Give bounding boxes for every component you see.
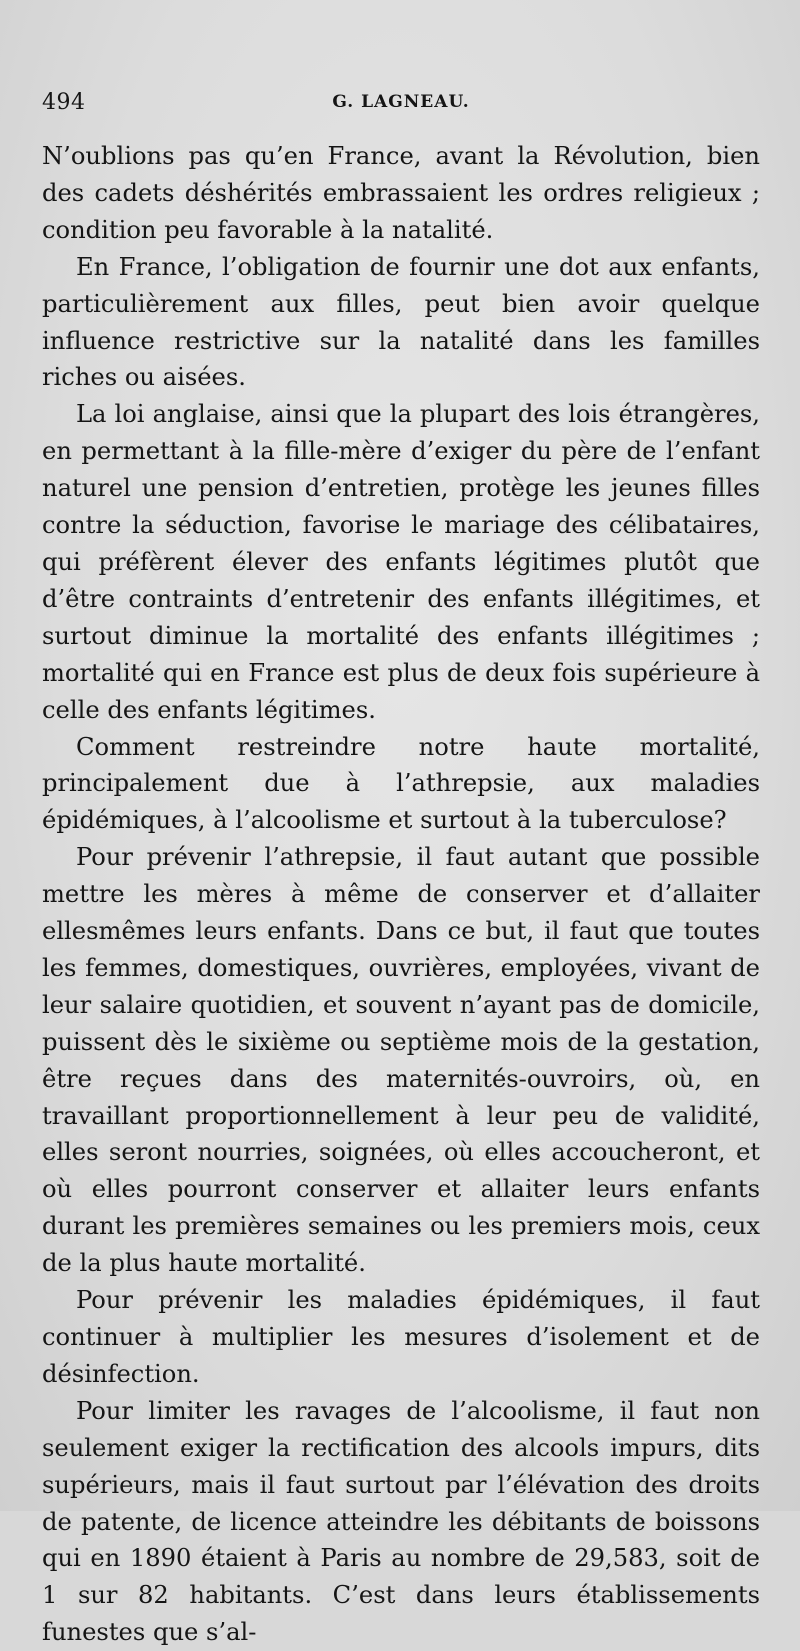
paragraph: Pour prévenir les maladies épidémiques, il faut continuer à multiplier les mesures d’isolement et de désinfection. xyxy=(42,1286,760,1388)
page-header xyxy=(42,90,760,130)
paragraph: Comment restreindre notre haute mortalité, principalement due à l’athrepsie, aux maladies épidémiques, à l’alcoolisme et surtout à la tuberculose? xyxy=(42,732,760,835)
paragraph: Pour limiter les ravages de l’alcoolisme, il faut non seulement exiger la rectification des alcools impurs, dits supérieurs, mais il faut surtout par l’élévation des droits de patente, de licence atteindre les débitants de boissons qui en 1890 étaient à Paris au nombre de 29,583, soit de 1 sur 82 habitants. C’est dans leurs établissements funestes que s’al- xyxy=(42,1396,760,1647)
paragraph: La loi anglaise, ainsi que la plupart des lois étrangères, en permettant à la fille-mère d’exiger du père de l’enfant naturel une pension d’entretien, protège les jeunes filles contre la séduction, favorise le mariage des célibataires, qui préfèrent élever des enfants légitimes plutôt que d’être contraints d’entretenir des enfants illégitimes, et surtout diminue la mortalité des enfants illégitimes ; mortalité qui en France est plus de deux fois supérieure à celle des enfants légitimes. xyxy=(42,400,760,724)
paragraph-continued: N’oublions pas qu’en France, avant la Révolution, bien des cadets déshérités embrassaient les ordres religieux ; condition peu favorable à la natalité. xyxy=(42,142,760,244)
running-head: G. LAGNEAU. xyxy=(332,92,470,112)
body-text xyxy=(42,138,760,1651)
paragraph: En France, l’obligation de fournir une dot aux enfants, particulièrement aux filles, peut bien avoir quelque influence restrictive sur la natalité dans les familles riches ou aisées. xyxy=(42,252,760,392)
page-number: 494 xyxy=(42,90,86,115)
paragraph: Pour prévenir l’athrepsie, il faut autant que possible mettre les mères à même de conserver et d’allaiter ellesmêmes leurs enfants. Dans ce but, il faut que toutes les femmes, domestiques, ouvrières, employées, vivant de leur salaire quotidien, et souvent n’ayant pas de domicile, puissent dès le sixième ou septième mois de la gestation, être reçues dans des maternités-ouvroirs, où, en travaillant proportionnellement à leur peu de validité, elles seront nourries, soignées, où elles accoucheront, et où elles pourront conserver et allaiter leurs enfants durant les premières semaines ou les premiers mois, ceux de la plus haute mortalité. xyxy=(42,843,760,1278)
